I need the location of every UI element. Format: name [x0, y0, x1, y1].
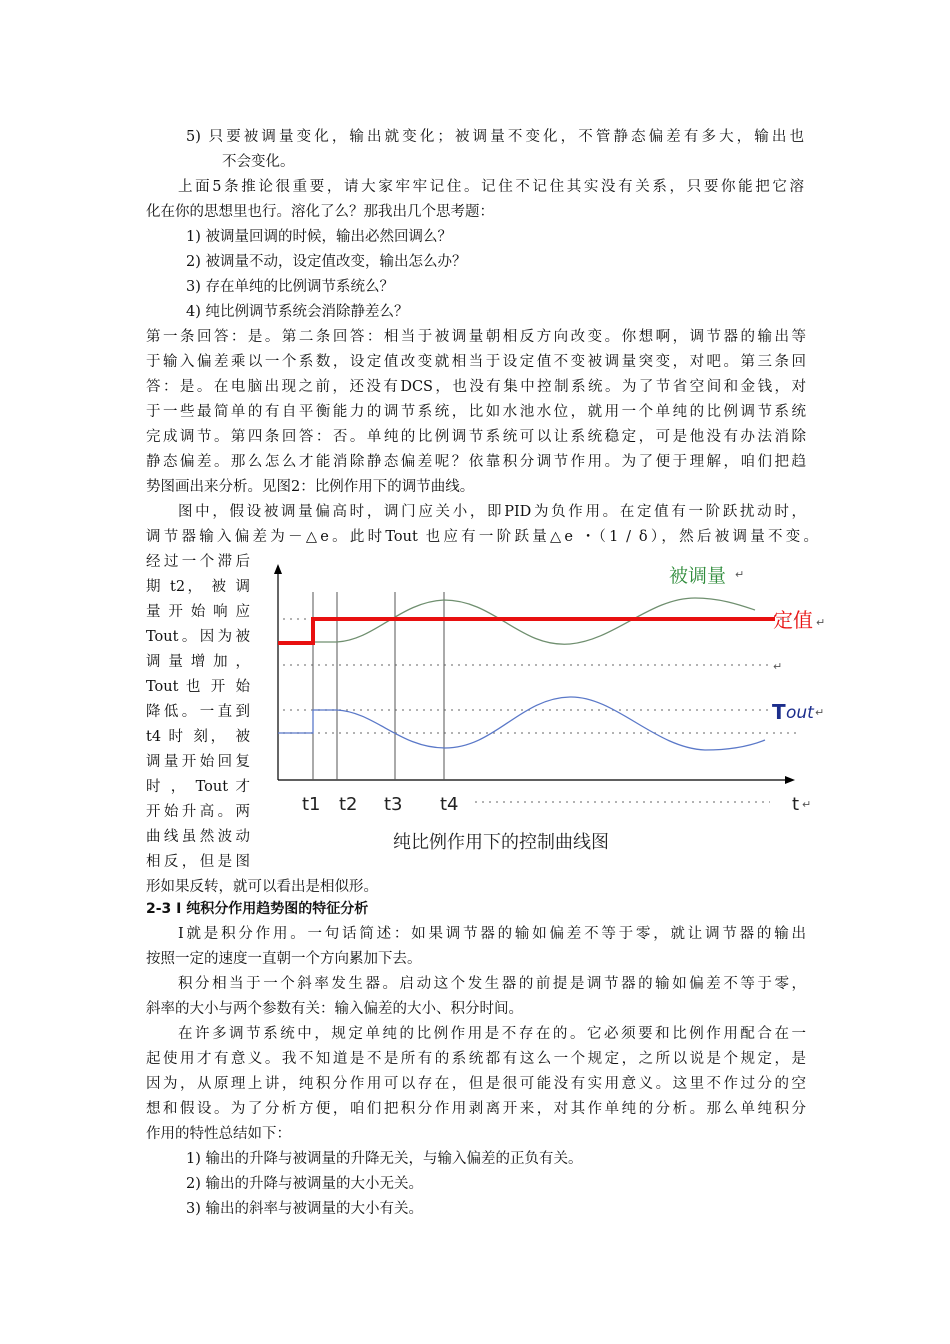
section-paragraph-line: 想和假设。为了分析方便，咱们把积分作用剥离开来，对其作单纯的分析。那么单纯积分 [146, 1101, 806, 1117]
answer-line: 静态偏差。那么怎么才能消除静态偏差呢？依靠积分调节作用。为了便于理解，咱们把趋 [146, 454, 806, 470]
side-text-line: 开始升高。两 [146, 804, 250, 820]
side-text-line: 调量开始回复 [146, 754, 250, 770]
section-list-item: 2) 输出的升降与被调量的大小无关。 [186, 1176, 423, 1192]
paragraph-line: 化在你的思想里也行。溶化了么？那我出几个思考题： [146, 204, 494, 220]
question-item: 4) 纯比例调节系统会消除静差么？ [186, 304, 409, 320]
side-text-line: Tout 也 开 始 [146, 679, 250, 695]
paragraph-line: 上面5条推论很重要，请大家牢牢记住。记住不记住其实没有关系，只要你能把它溶 [178, 179, 804, 195]
section-paragraph-line: 作用的特性总结如下： [146, 1126, 291, 1142]
process-variable-curve [280, 598, 755, 644]
control-curve-figure [265, 560, 835, 860]
paragraph-line: 图中，假设被调量偏高时，调门应关小，即PID为负作用。在定值有一阶跃扰动时， [178, 504, 806, 520]
section-list-item: 1) 输出的升降与被调量的升降无关，与输入偏差的正负有关。 [186, 1151, 583, 1167]
tout-label-out: out [786, 703, 814, 723]
side-text-line: 曲线虽然波动 [146, 829, 250, 845]
side-text-line: 时 ， Tout 才 [146, 779, 250, 795]
return-mark: ↵ [816, 616, 826, 629]
return-mark: ↵ [802, 798, 812, 811]
question-item: 3) 存在单纯的比例调节系统么？ [186, 279, 394, 295]
tick-label-t3: t3 [384, 794, 403, 815]
side-text-line: 期 t2， 被 调 [146, 579, 250, 595]
side-text-line: Tout。因为被 [146, 629, 250, 645]
tick-label-t4: t4 [440, 794, 459, 815]
answer-line: 第一条回答：是。第二条回答：相当于被调量朝相反方向改变。你想啊，调节器的输出等 [146, 329, 806, 345]
tick-label-t2: t2 [339, 794, 358, 815]
section-paragraph-line: 斜率的大小与两个参数有关：输入偏差的大小、积分时间。 [146, 1001, 523, 1017]
side-text-line: 降低。一直到 [146, 704, 250, 720]
question-item: 2) 被调量不动，设定值改变，输出怎么办？ [186, 254, 467, 270]
x-axis-arrow [785, 776, 795, 784]
section-paragraph-line: 在许多调节系统中，规定单纯的比例作用是不存在的。它必须要和比例作用配合在一 [178, 1026, 806, 1042]
side-text-line: 相反，但是图 [146, 854, 250, 870]
section-paragraph-line: I就是积分作用。一句话简述：如果调节器的输如偏差不等于零，就让调节器的输出 [178, 926, 806, 942]
side-text-line: 量 开 始 响 应 [146, 604, 250, 620]
list-item-5: 5) 只要被调量变化，输出就变化；被调量不变化，不管静态偏差有多大，输出也 [186, 129, 804, 145]
figure-caption: 纯比例作用下的控制曲线图 [393, 832, 609, 853]
answer-line: 答：是。在电脑出现之前，还没有DCS，也没有集中控制系统。为了节省空间和金钱，对 [146, 379, 806, 395]
side-text-line: 调 量 增 加 ， [146, 654, 250, 670]
return-mark: ↵ [773, 660, 783, 673]
side-text-line: t4 时 刻， 被 [146, 729, 250, 745]
section-paragraph-line: 起使用才有意义。我不知道是不是所有的系统都有这么一个规定，之所以说是个规定，是 [146, 1051, 806, 1067]
setpoint-label: 定值 [773, 608, 813, 632]
section-heading: 2-3 I 纯积分作用趋势图的特征分析 [146, 901, 369, 917]
section-list-item: 3) 输出的斜率与被调量的大小有关。 [186, 1201, 423, 1217]
section-paragraph-line: 按照一定的速度一直朝一个方向累加下去。 [146, 951, 422, 967]
tout-curve [278, 697, 765, 750]
paragraph-line: 调节器输入偏差为－△e。此时Tout 也应有一阶跃量△e ・（1 / δ），然后被调量不变。 [146, 529, 818, 545]
answer-line: 完成调节。第四条回答：否。单纯的比例调节系统可以让系统稳定，可是他没有办法消除 [146, 429, 806, 445]
pv-label: 被调量 [669, 565, 727, 587]
tick-label-t1: t1 [302, 794, 321, 815]
list-item-5-continued: 不会变化。 [222, 154, 295, 170]
tout-label-t: T [772, 700, 786, 724]
y-axis-arrow [274, 564, 282, 574]
answer-line: 于输入偏差乘以一个系数，设定值改变就相当于设定值不变被调量突变，对吧。第三条回 [146, 354, 806, 370]
section-paragraph-line: 因为，从原理上讲，纯积分作用可以存在，但是很可能没有实用意义。这里不作过分的空 [146, 1076, 806, 1092]
return-mark: ↵ [735, 568, 745, 581]
answer-line: 于一些最简单的有自平衡能力的调节系统，比如水池水位，就用一个单纯的比例调节系统 [146, 404, 806, 420]
side-text-line: 形如果反转，就可以看出是相似形。 [146, 879, 378, 895]
question-item: 1) 被调量回调的时候，输出必然回调么？ [186, 229, 452, 245]
side-text-line: 经过一个滞后 [146, 554, 250, 570]
section-paragraph-line: 积分相当于一个斜率发生器。启动这个发生器的前提是调节器的输如偏差不等于零， [178, 976, 806, 992]
return-mark: ↵ [815, 706, 825, 719]
axis-label-t: t [792, 794, 800, 815]
answer-line: 势图画出来分析。见图2：比例作用下的调节曲线。 [146, 479, 475, 495]
